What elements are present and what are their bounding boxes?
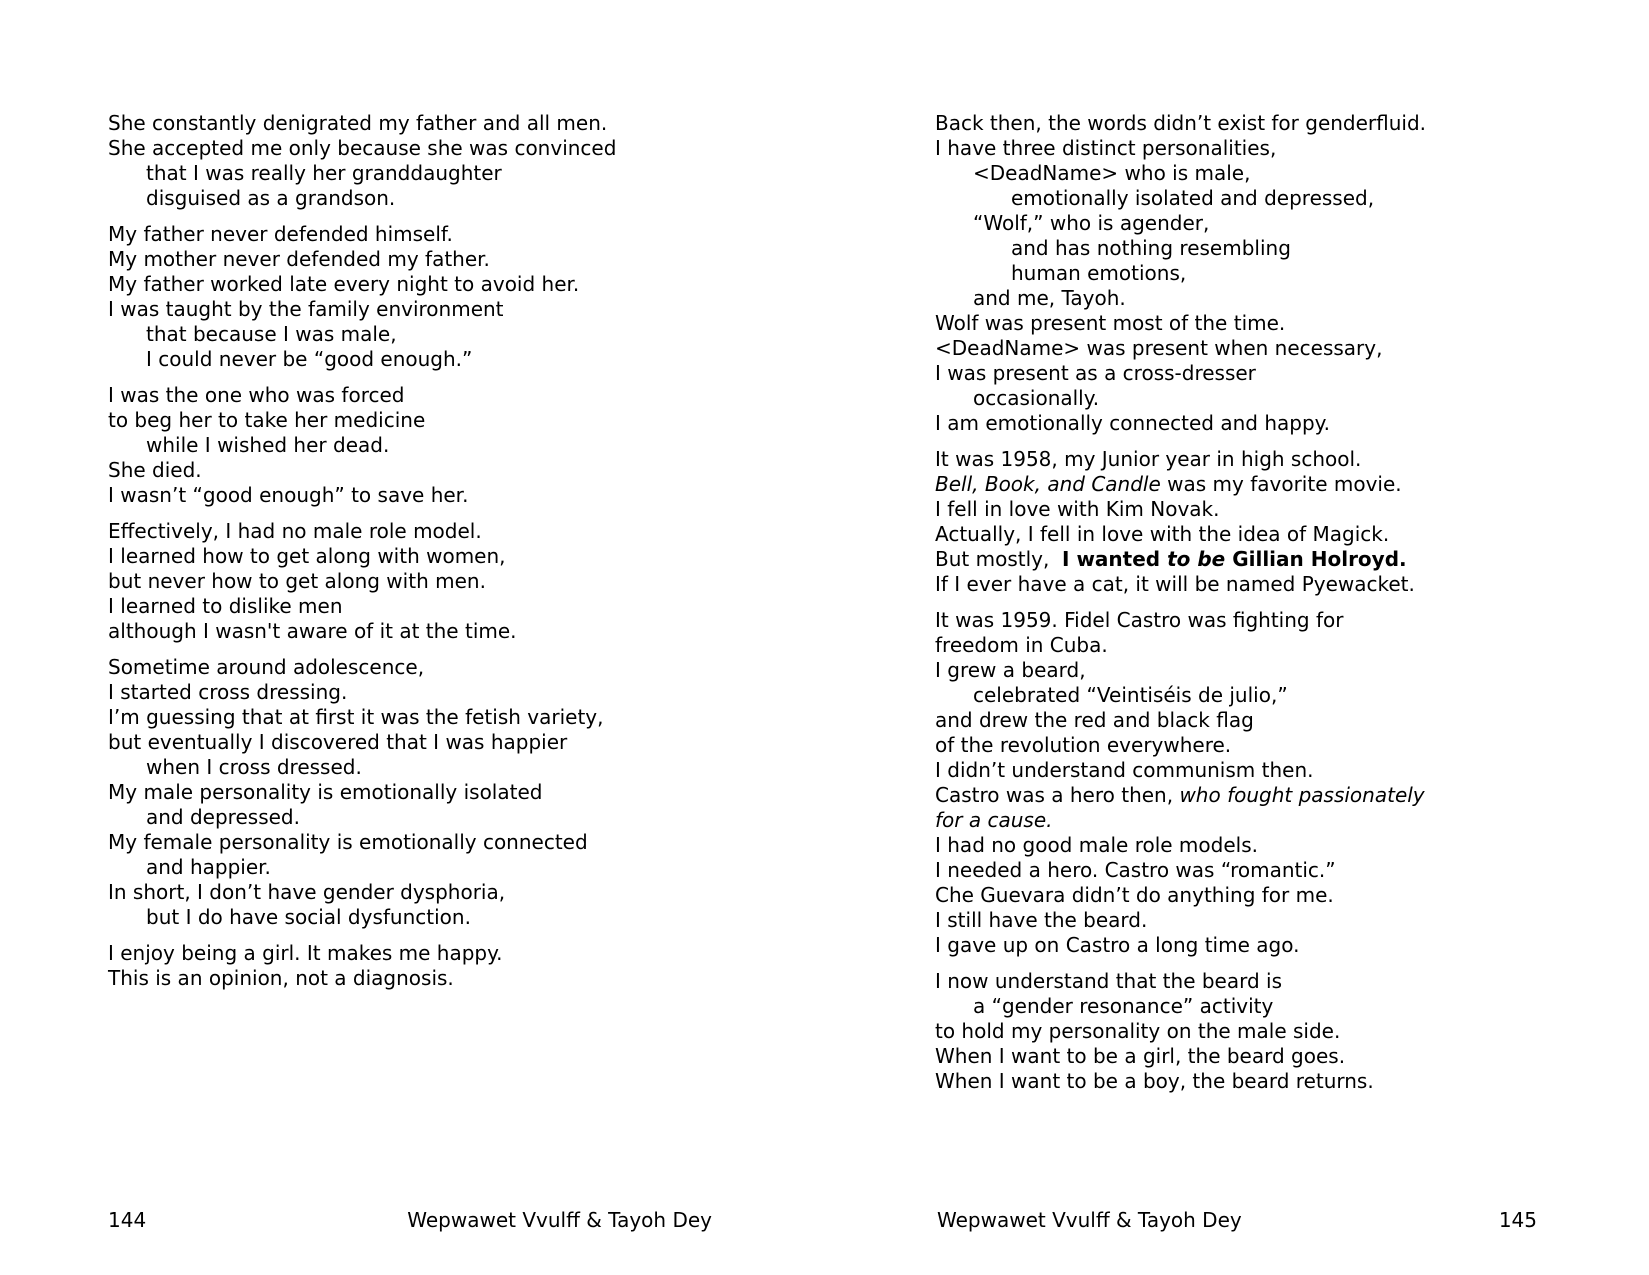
poem-line <box>108 655 616 680</box>
poem-line <box>108 222 616 247</box>
poem-run: Actually, I fell in love with the idea of Magick. <box>935 522 1390 546</box>
page-number-left: 144 <box>108 1208 147 1232</box>
poem-line <box>108 730 616 755</box>
poem-run: I wasn’t “good enough” to save her. <box>108 483 469 507</box>
poem-run: when I cross dressed. <box>146 755 362 779</box>
poem-line <box>108 905 616 930</box>
poem-line <box>935 994 1426 1019</box>
poem-run: I am emotionally connected and happy. <box>935 411 1330 435</box>
poem-line <box>935 933 1426 958</box>
poem-run: My father never defended himself. <box>108 222 453 246</box>
stanza <box>935 608 1426 958</box>
poem-line <box>108 705 616 730</box>
poem-line <box>108 322 616 347</box>
poem-run: human emotions, <box>1011 261 1187 285</box>
stanza <box>935 447 1426 597</box>
poem-line <box>935 808 1426 833</box>
poem-run: But mostly, <box>935 547 1063 571</box>
poem-text-right <box>935 111 1426 1105</box>
poem-line <box>108 161 616 186</box>
poem-run: although I wasn't aware of it at the time. <box>108 619 517 643</box>
poem-line <box>935 683 1426 708</box>
poem-run: celebrated “Veintiséis de julio,” <box>973 683 1288 707</box>
poem-line <box>935 236 1426 261</box>
poem-run: When I want to be a boy, the beard returns. <box>935 1069 1374 1093</box>
poem-run: <DeadName> was present when necessary, <box>935 336 1383 360</box>
poem-run: disguised as a grandson. <box>146 186 396 210</box>
poem-run: “Wolf,” who is agender, <box>973 211 1210 235</box>
poem-run: was my favorite movie. <box>1160 472 1402 496</box>
poem-run: I fell in love with Kim Novak. <box>935 497 1220 521</box>
poem-text-left <box>108 111 616 1002</box>
poem-line <box>935 211 1426 236</box>
poem-run: Che Guevara didn’t do anything for me. <box>935 883 1334 907</box>
poem-line <box>935 261 1426 286</box>
stanza <box>108 519 616 644</box>
poem-line <box>935 136 1426 161</box>
poem-run: Gillian Holroyd. <box>1225 547 1407 571</box>
poem-run: My mother never defended my father. <box>108 247 490 271</box>
stanza <box>935 111 1426 436</box>
poem-run: freedom in Cuba. <box>935 633 1108 657</box>
poem-line <box>108 830 616 855</box>
poem-run: and drew the red and black flag <box>935 708 1254 732</box>
poem-line <box>935 708 1426 733</box>
poem-line <box>108 297 616 322</box>
poem-line <box>935 472 1426 497</box>
poem-line <box>108 111 616 136</box>
poem-run: Effectively, I had no male role model. <box>108 519 482 543</box>
poem-run: but I do have social dysfunction. <box>146 905 471 929</box>
poem-line <box>108 483 616 508</box>
poem-run: My male personality is emotionally isolated <box>108 780 543 804</box>
poem-line <box>935 1069 1426 1094</box>
poem-run: I was taught by the family environment <box>108 297 504 321</box>
poem-line <box>935 1044 1426 1069</box>
poem-line <box>935 908 1426 933</box>
poem-run: I didn’t understand communism then. <box>935 758 1314 782</box>
poem-run: for a cause. <box>935 808 1053 832</box>
poem-run: and depressed. <box>146 805 300 829</box>
poem-run: It was 1958, my Junior year in high school. <box>935 447 1362 471</box>
poem-line <box>108 569 616 594</box>
poem-run: My father worked late every night to avoid her. <box>108 272 580 296</box>
stanza <box>935 969 1426 1094</box>
poem-run: When I want to be a girl, the beard goes. <box>935 1044 1346 1068</box>
poem-run: I have three distinct personalities, <box>935 136 1277 160</box>
poem-run: I gave up on Castro a long time ago. <box>935 933 1300 957</box>
poem-run: but eventually I discovered that I was happier <box>108 730 568 754</box>
poem-line <box>108 855 616 880</box>
poem-line <box>935 969 1426 994</box>
poem-run: who fought passionately <box>1179 783 1425 807</box>
poem-run: and me, Tayoh. <box>973 286 1126 310</box>
poem-line <box>935 658 1426 683</box>
stanza <box>108 383 616 508</box>
poem-line <box>935 1019 1426 1044</box>
poem-run: I enjoy being a girl. It makes me happy. <box>108 941 503 965</box>
poem-line <box>108 136 616 161</box>
poem-run: It was 1959. Fidel Castro was fighting for <box>935 608 1344 632</box>
stanza <box>108 222 616 372</box>
poem-line <box>108 805 616 830</box>
poem-line <box>935 411 1426 436</box>
poem-line <box>935 186 1426 211</box>
poem-line <box>935 361 1426 386</box>
poem-run: She constantly denigrated my father and all men. <box>108 111 608 135</box>
poem-run: that because I was male, <box>146 322 397 346</box>
poem-run: I grew a beard, <box>935 658 1086 682</box>
poem-line <box>935 783 1426 808</box>
poem-run: I started cross dressing. <box>108 680 348 704</box>
poem-line <box>935 608 1426 633</box>
poem-line <box>935 833 1426 858</box>
poem-run: emotionally isolated and depressed, <box>1011 186 1375 210</box>
poem-line <box>108 519 616 544</box>
poem-line <box>108 594 616 619</box>
poem-run: Castro was a hero then, <box>935 783 1180 807</box>
poem-line <box>108 544 616 569</box>
poem-line <box>935 572 1426 597</box>
poem-run: This is an opinion, not a diagnosis. <box>108 966 454 990</box>
stanza <box>108 655 616 930</box>
stanza <box>108 111 616 211</box>
poem-line <box>108 941 616 966</box>
poem-run: a “gender resonance” activity <box>973 994 1274 1018</box>
poem-run: I needed a hero. Castro was “romantic.” <box>935 858 1336 882</box>
poem-line <box>935 497 1426 522</box>
poem-line <box>108 619 616 644</box>
poem-run: and has nothing resembling <box>1011 236 1291 260</box>
poem-run: I wanted <box>1062 547 1168 571</box>
poem-run: but never how to get along with men. <box>108 569 486 593</box>
poem-run: of the revolution everywhere. <box>935 733 1232 757</box>
poem-line <box>108 186 616 211</box>
poem-run: occasionally. <box>973 386 1100 410</box>
poem-run: <DeadName> who is male, <box>973 161 1251 185</box>
poem-run: I still have the beard. <box>935 908 1148 932</box>
poem-run: I was the one who was forced <box>108 383 405 407</box>
poem-run: I now understand that the beard is <box>935 969 1283 993</box>
poem-run: She died. <box>108 458 202 482</box>
poem-line <box>935 733 1426 758</box>
poem-line <box>108 755 616 780</box>
poem-line <box>935 111 1426 136</box>
poem-line <box>935 883 1426 908</box>
stanza <box>108 941 616 991</box>
poem-line <box>935 286 1426 311</box>
poem-line <box>935 858 1426 883</box>
page-number-right: 145 <box>1498 1208 1537 1232</box>
poem-line <box>935 758 1426 783</box>
poem-line <box>935 311 1426 336</box>
poem-run: In short, I don’t have gender dysphoria, <box>108 880 506 904</box>
poem-run: to beg her to take her medicine <box>108 408 426 432</box>
poem-line <box>108 347 616 372</box>
poem-run: Back then, the words didn’t exist for genderfluid. <box>935 111 1427 135</box>
poem-line <box>108 383 616 408</box>
poem-line <box>108 880 616 905</box>
poem-run: that I was really her granddaughter <box>146 161 502 185</box>
poem-run: Wolf was present most of the time. <box>935 311 1286 335</box>
poem-line <box>935 386 1426 411</box>
poem-line <box>935 522 1426 547</box>
poem-run: and happier. <box>146 855 271 879</box>
poem-run: to hold my personality on the male side. <box>935 1019 1341 1043</box>
poem-run: I was present as a cross-dresser <box>935 361 1256 385</box>
poem-line <box>108 680 616 705</box>
poem-run: I learned to dislike men <box>108 594 343 618</box>
poem-line <box>935 336 1426 361</box>
poem-line <box>935 547 1426 572</box>
poem-run: I’m guessing that at first it was the fetish variety, <box>108 705 604 729</box>
poem-line <box>108 408 616 433</box>
poem-run: to be <box>1167 547 1226 571</box>
poem-line <box>108 966 616 991</box>
poem-run: I could never be “good enough.” <box>146 347 473 371</box>
poem-run: She accepted me only because she was convinced <box>108 136 617 160</box>
poem-line <box>935 633 1426 658</box>
poem-line <box>935 447 1426 472</box>
poem-line <box>935 161 1426 186</box>
poem-run: while I wished her dead. <box>146 433 390 457</box>
poem-run: Sometime around adolescence, <box>108 655 425 679</box>
poem-run: My female personality is emotionally connected <box>108 830 588 854</box>
poem-line <box>108 433 616 458</box>
poem-run: I had no good male role models. <box>935 833 1258 857</box>
poem-line <box>108 780 616 805</box>
poem-line <box>108 247 616 272</box>
running-title-right: Wepwawet Vvulff & Tayoh Dey <box>937 1208 1242 1232</box>
running-title-left: Wepwawet Vvulff & Tayoh Dey <box>407 1208 712 1232</box>
poem-line <box>108 458 616 483</box>
poem-run: Bell, Book, and Candle <box>935 472 1161 496</box>
poem-line <box>108 272 616 297</box>
poem-run: If I ever have a cat, it will be named Pyewacket. <box>935 572 1415 596</box>
poem-run: I learned how to get along with women, <box>108 544 506 568</box>
